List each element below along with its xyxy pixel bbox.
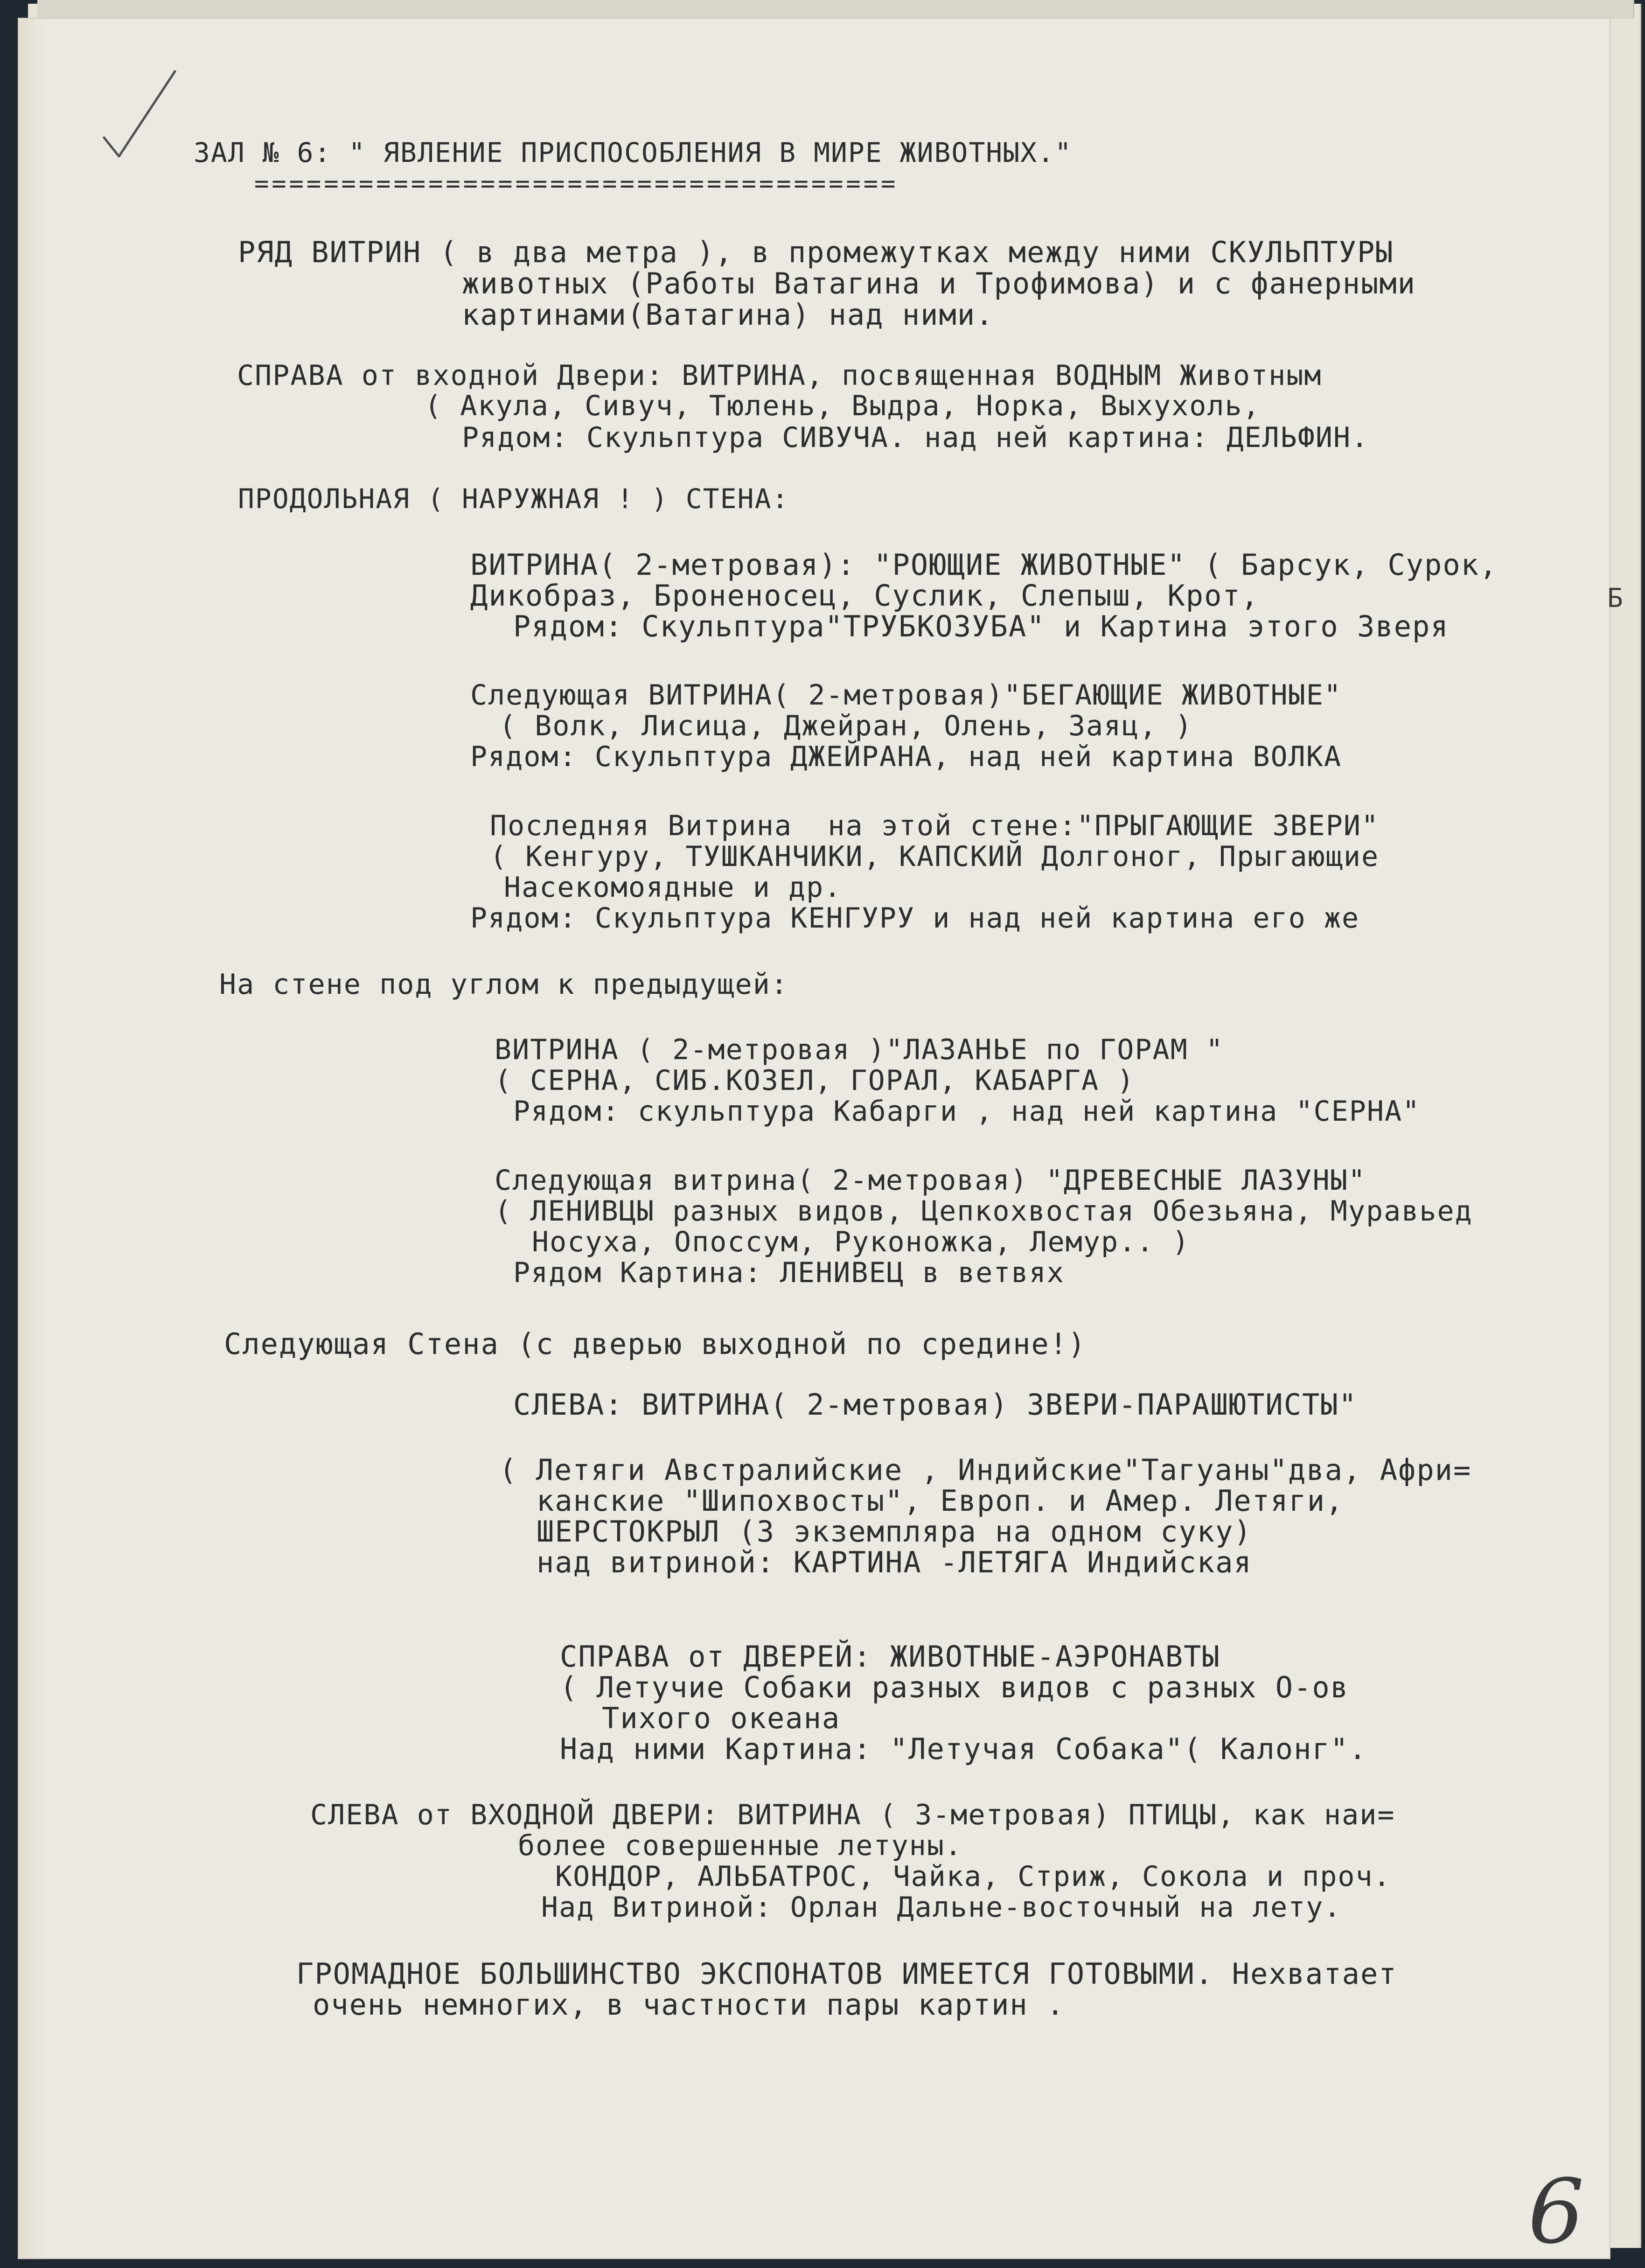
text-line: КОНДОР, АЛЬБАТРОС, Чайка, Стриж, Сокола и проч.	[555, 1860, 1391, 1893]
text-line: ВИТРИНА( 2-метровая): "РОЮЩИЕ ЖИВОТНЫЕ" ( Барсук, Сурок,	[470, 548, 1498, 582]
back-sheet-2	[37, 0, 1634, 19]
text-line: Следующая ВИТРИНА( 2-метровая)"БЕГАЮЩИЕ ЖИВОТНЫЕ"	[470, 679, 1342, 712]
text-line: Над ними Картина: "Летучая Собака"( Калонг".	[560, 1732, 1367, 1766]
text-line: ( ЛЕНИВЦЫ разных видов, Цепкохвостая Обезьяна, Муравьед	[495, 1195, 1473, 1228]
text-line: ВИТРИНА ( 2-метровая )"ЛАЗАНЬЕ по ГОРАМ "	[495, 1033, 1224, 1066]
text-line: СЛЕВА: ВИТРИНА( 2-метровая) ЗВЕРИ-ПАРАШЮТИСТЫ"	[513, 1388, 1358, 1422]
text-line: ( Кенгуру, ТУШКАНЧИКИ, КАПСКИЙ Долгоног, Прыгающие	[490, 840, 1380, 873]
text-line: картинами(Ватагина) над ними.	[462, 298, 994, 332]
text-line: СПРАВА от входной Двери: ВИТРИНА, посвященная ВОДНЫМ Животным	[237, 359, 1322, 392]
page-number: 6	[1528, 2160, 1584, 2263]
text-line: ШЕРСТОКРЫЛ (3 экземпляра на одном суку)	[537, 1514, 1252, 1549]
text-line: очень немногих, в частности пары картин .	[313, 1988, 1065, 2022]
text-line: ( Акула, Сивуч, Тюлень, Выдра, Норка, Выхухоль,	[425, 390, 1261, 422]
title-underline: =====================================	[254, 170, 899, 198]
section-heading: ПРОДОЛЬНАЯ ( НАРУЖНАЯ ! ) СТЕНА:	[238, 483, 789, 515]
section-heading: Следующая Стена (с дверью выходной по средине!)	[224, 1327, 1087, 1361]
text-line: над витриной: КАРТИНА -ЛЕТЯГА Индийская	[537, 1545, 1252, 1579]
text-line: СПРАВА от ДВЕРЕЙ: ЖИВОТНЫЕ-АЭРОНАВТЫ	[560, 1640, 1220, 1674]
typed-page	[19, 19, 1610, 2263]
text-line: животных (Работы Ватагина и Трофимова) и с фанерными	[462, 266, 1416, 300]
text-line: Рядом: Скульптура СИВУЧА. над ней картина: ДЕЛЬФИН.	[462, 421, 1369, 454]
text-line: Рядом Картина: ЛЕНИВЕЦ в ветвях	[513, 1256, 1065, 1289]
text-line: Тихого океана	[602, 1701, 841, 1735]
text-line: Рядом: Скульптура КЕНГУРУ и над ней картина его же	[470, 902, 1360, 935]
text-line: канские "Шипохвосты", Европ. и Амер. Летяги,	[537, 1484, 1344, 1518]
text-line: РЯД ВИТРИН ( в два метра ), в промежутках между ними СКУЛЬПТУРЫ	[238, 235, 1394, 269]
text-line: Последняя Витрина на этой стене:"ПРЫГАЮЩИЕ ЗВЕРИ"	[490, 810, 1380, 842]
text-line: Носуха, Опоссум, Руконожка, Лемур.. )	[532, 1226, 1190, 1258]
text-line: более совершенные летуны.	[518, 1829, 963, 1862]
text-line: ( СЕРНА, СИБ.КОЗЕЛ, ГОРАЛ, КАБАРГА )	[495, 1064, 1135, 1097]
text-line: ( Летучие Собаки разных видов с разных О-ов	[560, 1670, 1349, 1704]
text-line: ГРОМАДНОЕ БОЛЬШИНСТВО ЭКСПОНАТОВ ИМЕЕТСЯ ГОТОВЫМИ. Нехватает	[296, 1957, 1397, 1991]
text-line: ( Волк, Лисица, Джейран, Олень, Заяц, )	[499, 710, 1193, 742]
check-mark	[100, 68, 180, 161]
text-line: ( Летяги Австралийские , Индийские"Тагуаны"два, Афри=	[499, 1453, 1472, 1487]
text-line: Дикобраз, Броненосец, Суслик, Слепыш, Крот,	[470, 579, 1260, 613]
text-line: Над Витриной: Орлан Дальне-восточный на лету.	[541, 1891, 1342, 1924]
document-title: ЗАЛ № 6: " ЯВЛЕНИЕ ПРИСПОСОБЛЕНИЯ В МИРЕ ЖИВОТНЫХ."	[194, 137, 1072, 168]
text-line: Рядом: Скульптура"ТРУБКОЗУБА" и Картина этого Зверя	[513, 609, 1449, 643]
section-heading: На стене под углом к предыдущей:	[219, 968, 788, 1001]
text-line: СЛЕВА от ВХОДНОЙ ДВЕРИ: ВИТРИНА ( 3-метровая) ПТИЦЫ, как наи=	[310, 1799, 1395, 1831]
text-line: Следующая витрина( 2-метровая) "ДРЕВЕСНЫЕ ЛАЗУНЫ"	[495, 1164, 1366, 1197]
edge-mark: Б	[1607, 583, 1623, 614]
text-line: Рядом: Скульптура ДЖЕЙРАНА, над ней картина ВОЛКА	[470, 740, 1342, 773]
text-line: Насекомоядные и др.	[504, 871, 842, 904]
text-line: Рядом: скульптура Кабарги , над ней картина "СЕРНА"	[513, 1095, 1421, 1128]
